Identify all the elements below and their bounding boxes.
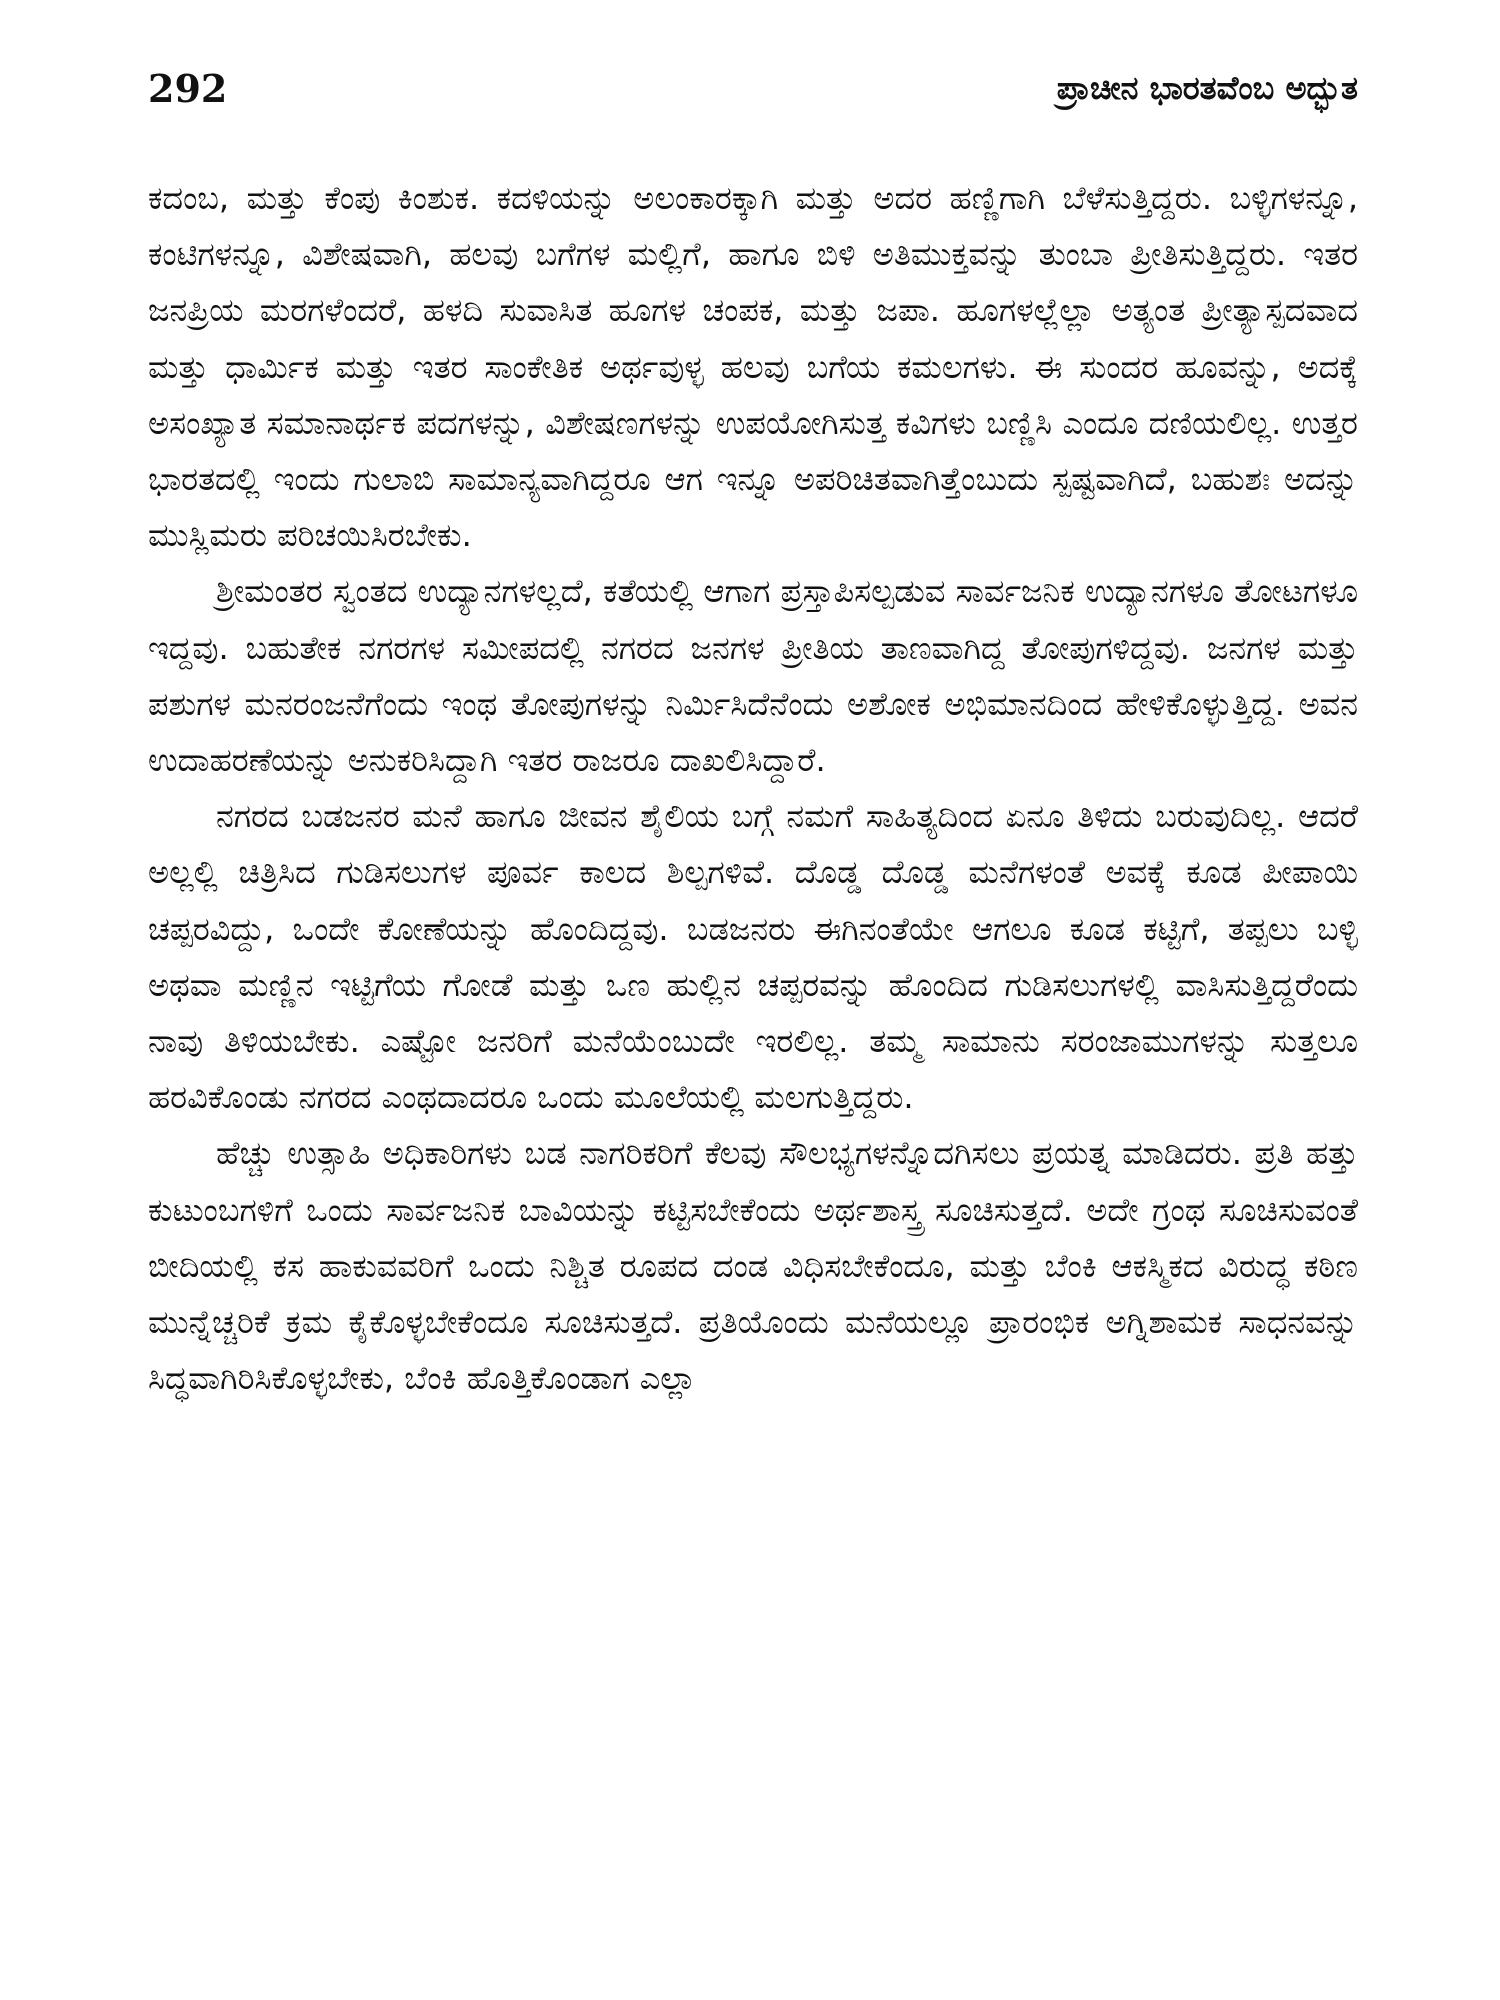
paragraph: ಕದಂಬ, ಮತ್ತು ಕೆಂಪು ಕಿಂಶುಕ. ಕದಳಿಯನ್ನು ಅಲಂಕಾರಕ್ಕಾಗಿ ಮತ್ತು ಅದರ ಹಣ್ಣಿಗಾಗಿ ಬೆಳೆಸುತ್ತಿದ್ದರು. ಬಳ್ಳಿಗಳನ್ನೂ, ಕಂಟಿಗಳನ್ನೂ, ವಿಶೇಷವಾಗಿ, ಹಲವು ಬಗೆಗಳ ಮಲ್ಲಿಗೆ, ಹಾಗೂ ಬಿಳಿ ಅತಿಮುಕ್ತವನ್ನು ತುಂಬಾ ಪ್ರೀತಿಸುತ್ತಿದ್ದರು. ಇತರ ಜನಪ್ರಿಯ ಮರಗಳೆಂದರೆ, ಹಳದಿ ಸುವಾಸಿತ ಹೂಗಳ ಚಂಪಕ, ಮತ್ತು ಜಪಾ. ಹೂಗಳಲ್ಲೆಲ್ಲಾ ಅತ್ಯಂತ ಪ್ರೀತ್ಯಾಸ್ಪದವಾದ ಮತ್ತು ಧಾರ್ಮಿಕ ಮತ್ತು ಇತರ ಸಾಂಕೇತಿಕ ಅರ್ಥವುಳ್ಳ ಹಲವು ಬಗೆಯ ಕಮಲಗಳು. ಈ ಸುಂದರ ಹೂವನ್ನು, ಅದಕ್ಕೆ ಅಸಂಖ್ಯಾತ ಸಮಾನಾರ್ಥಕ ಪದಗಳನ್ನು, ವಿಶೇಷಣಗಳನ್ನು ಉಪಯೋಗಿಸುತ್ತ ಕವಿಗಳು ಬಣ್ಣಿಸಿ ಎಂದೂ ದಣಿಯಲಿಲ್ಲ. ಉತ್ತರ ಭಾರತದಲ್ಲಿ ಇಂದು ಗುಲಾಬಿ ಸಾಮಾನ್ಯವಾಗಿದ್ದರೂ ಆಗ ಇನ್ನೂ ಅಪರಿಚಿತವಾಗಿತ್ತೆಂಬುದು ಸ್ಪಷ್ಟವಾಗಿದೆ, ಬಹುಶಃ ಅದನ್ನು ಮುಸ್ಲಿಮರು ಪರಿಚಯಿಸಿರಬೇಕು. [148, 179, 1358, 555]
page-header [148, 58, 1358, 118]
paragraph: ಶ್ರೀಮಂತರ ಸ್ವಂತದ ಉದ್ಯಾನಗಳಲ್ಲದೆ, ಕತೆಯಲ್ಲಿ ಆಗಾಗ ಪ್ರಸ್ತಾಪಿಸಲ್ಪಡುವ ಸಾರ್ವಜನಿಕ ಉದ್ಯಾನಗಳೂ ತೋಟಗಳೂ ಇದ್ದವು. ಬಹುತೇಕ ನಗರಗಳ ಸಮೀಪದಲ್ಲಿ ನಗರದ ಜನಗಳ ಪ್ರೀತಿಯ ತಾಣವಾಗಿದ್ದ ತೋಪುಗಳಿದ್ದವು. ಜನಗಳ ಮತ್ತು ಪಶುಗಳ ಮನರಂಜನೆಗೆಂದು ಇಂಥ ತೋಪುಗಳನ್ನು ನಿರ್ಮಿಸಿದೆನೆಂದು ಅಶೋಕ ಅಭಿಮಾನದಿಂದ ಹೇಳಿಕೊಳ್ಳುತ್ತಿದ್ದ. ಅವನ ಉದಾಹರಣೆಯನ್ನು ಅನುಕರಿಸಿದ್ದಾಗಿ ಇತರ ರಾಜರೂ ದಾಖಲಿಸಿದ್ದಾರೆ. [148, 572, 1358, 780]
paragraph: ನಗರದ ಬಡಜನರ ಮನೆ ಹಾಗೂ ಜೀವನ ಶೈಲಿಯ ಬಗ್ಗೆ ನಮಗೆ ಸಾಹಿತ್ಯದಿಂದ ಏನೂ ತಿಳಿದು ಬರುವುದಿಲ್ಲ. ಆದರೆ ಅಲ್ಲಲ್ಲಿ ಚಿತ್ರಿಸಿದ ಗುಡಿಸಲುಗಳ ಪೂರ್ವ ಕಾಲದ ಶಿಲ್ಪಗಳಿವೆ. ದೊಡ್ಡ ದೊಡ್ಡ ಮನೆಗಳಂತೆ ಅವಕ್ಕೆ ಕೂಡ ಪೀಪಾಯಿ ಚಪ್ಪರವಿದ್ದು, ಒಂದೇ ಕೋಣೆಯನ್ನು ಹೊಂದಿದ್ದವು. ಬಡಜನರು ಈಗಿನಂತೆಯೇ ಆಗಲೂ ಕೂಡ ಕಟ್ಟಿಗೆ, ತಪ್ಪಲು ಬಳ್ಳಿ ಅಥವಾ ಮಣ್ಣಿನ ಇಟ್ಟಿಗೆಯ ಗೋಡೆ ಮತ್ತು ಒಣ ಹುಲ್ಲಿನ ಚಪ್ಪರವನ್ನು ಹೊಂದಿದ ಗುಡಿಸಲುಗಳಲ್ಲಿ ವಾಸಿಸುತ್ತಿದ್ದರೆಂದು ನಾವು ತಿಳಿಯಬೇಕು. ಎಷ್ಟೋ ಜನರಿಗೆ ಮನೆಯೆಂಬುದೇ ಇರಲಿಲ್ಲ. ತಮ್ಮ ಸಾಮಾನು ಸರಂಜಾಮುಗಳನ್ನು ಸುತ್ತಲೂ ಹರವಿಕೊಂಡು ನಗರದ ಎಂಥದಾದರೂ ಒಂದು ಮೂಲೆಯಲ್ಲಿ ಮಲಗುತ್ತಿದ್ದರು. [148, 797, 1358, 1117]
paragraph: ಹೆಚ್ಚು ಉತ್ಸಾಹಿ ಅಧಿಕಾರಿಗಳು ಬಡ ನಾಗರಿಕರಿಗೆ ಕೆಲವು ಸೌಲಭ್ಯಗಳನ್ನೊದಗಿಸಲು ಪ್ರಯತ್ನ ಮಾಡಿದರು. ಪ್ರತಿ ಹತ್ತು ಕುಟುಂಬಗಳಿಗೆ ಒಂದು ಸಾರ್ವಜನಿಕ ಬಾವಿಯನ್ನು ಕಟ್ಟಿಸಬೇಕೆಂದು ಅರ್ಥಶಾಸ್ತ್ರ ಸೂಚಿಸುತ್ತದೆ. ಅದೇ ಗ್ರಂಥ ಸೂಚಿಸುವಂತೆ ಬೀದಿಯಲ್ಲಿ ಕಸ ಹಾಕುವವರಿಗೆ ಒಂದು ನಿಶ್ಚಿತ ರೂಪದ ದಂಡ ವಿಧಿಸಬೇಕೆಂದೂ, ಮತ್ತು ಬೆಂಕಿ ಆಕಸ್ಮಿಕದ ವಿರುದ್ಧ ಕಠಿಣ ಮುನ್ನೆಚ್ಚರಿಕೆ ಕ್ರಮ ಕೈಕೊಳ್ಳಬೇಕೆಂದೂ ಸೂಚಿಸುತ್ತದೆ. ಪ್ರತಿಯೊಂದು ಮನೆಯಲ್ಲೂ ಪ್ರಾರಂಭಿಕ ಅಗ್ನಿಶಾಮಕ ಸಾಧನವನ್ನು ಸಿದ್ಧವಾಗಿರಿಸಿಕೊಳ್ಳಬೇಕು, ಬೆಂಕಿ ಹೊತ್ತಿಕೊಂಡಾಗ ಎಲ್ಲಾ [148, 1134, 1358, 1398]
page-number: 292 [148, 65, 228, 111]
body-text [148, 170, 1358, 1406]
running-title: ಪ್ರಾಚೀನ ಭಾರತವೆಂಬ ಅದ್ಭುತ [1056, 68, 1358, 107]
